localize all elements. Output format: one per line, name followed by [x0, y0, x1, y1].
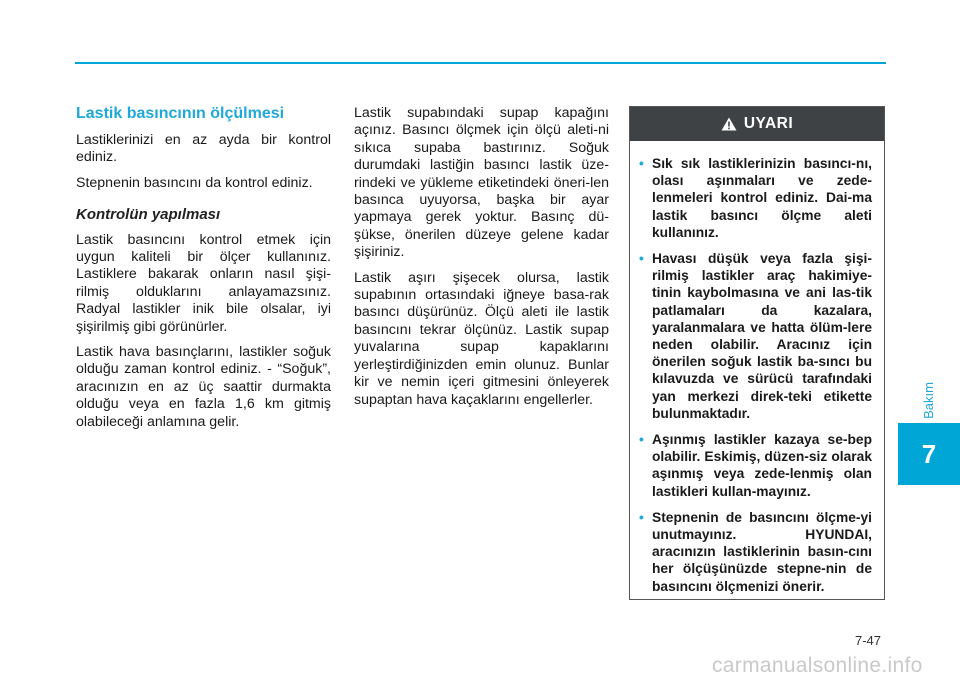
chapter-number: 7 — [921, 438, 937, 469]
warning-item — [639, 431, 872, 500]
paragraph: Lastik hava basınçlarını, lastikler soğuk olduğu zaman kontrol ediniz. - “Soğuk”, aracınızın en az üç saattir durmakta olduğu veya en fazla 1,6 km gitmiş olabileceği anlamına gelir. — [76, 344, 331, 430]
warning-item — [639, 509, 872, 595]
warning-list — [630, 141, 884, 595]
warning-item — [639, 155, 872, 241]
warning-item-text: Havası düşük veya fazla şişi-rilmiş lastikler araç hakimiye-tinin kaybolmasına ve ani las-tik patlamaları da kazalara, yaralanmalara ve hatta ölüm-lere neden olabilir. Aracınız için önerilen soğuk lastik ba-sıncı bu kılavuzda ve sürücü tarafındaki yan merkezi direk-teki etikette bulunmaktadır. — [652, 251, 872, 421]
warning-box — [629, 106, 885, 600]
bullet-icon: • — [639, 432, 644, 448]
left-column — [76, 104, 331, 439]
warning-triangle-icon — [721, 117, 737, 131]
middle-column — [354, 105, 609, 417]
warning-title: UYARI — [743, 115, 794, 132]
paragraph: Lastik basıncını kontrol etmek için uygun kaliteli bir ölçer kullanınız. Lastiklere bakarak onların nasıl şişi-rilmiş olduklarını anlayamazsınız. Radyal lastikler inik bile olsalar, iyi şişirilmiş gibi görünürler. — [76, 231, 331, 335]
chapter-tab — [898, 423, 960, 485]
bullet-icon: • — [639, 251, 644, 267]
paragraph: Lastik supabındaki supap kapağını açınız. Basıncı ölçmek için ölçü aleti-ni sıkıca supaba bastırınız. Soğuk durumdaki lastiğin basıncı lastik üze-rindeki ve yükleme etiketindeki öneri-len basınca uyuyorsa, başka bir ayar yapmaya gerek yoktur. Basınç dü-şükse, önerilen düzeye gelene kadar şişiriniz. — [354, 105, 609, 261]
subheading: Kontrolün yapılması — [76, 206, 221, 224]
paragraph: Stepnenin basıncını da kontrol ediniz. — [76, 174, 313, 191]
warning-item-text: Sık sık lastiklerinizin basıncı-nı, olası aşınmaları ve zede-lenmeleri kontrol ediniz. Dai-ma lastik basıncı ölçme aleti kullanınız. — [652, 156, 872, 240]
watermark: carmanualsonline.info — [712, 654, 923, 677]
chapter-label-text: Bakım — [920, 381, 936, 419]
paragraph: Lastik aşırı şişecek olursa, lastik supabının ortasındaki iğneye basa-rak basıncı düşürünüz. Ölçü aleti ile lastik basıncını tekrar ölçünüz. Lastik supap yuvalarına supap kapaklarını yerleştirdiğinizden emin olunuz. Bunlar kir ve nemin içeri gitmesini önleyerek supaptan hava kaçaklarını engellerler. — [354, 269, 609, 408]
top-rule — [75, 62, 886, 64]
warning-item-text: Aşınmış lastikler kazaya se-bep olabilir. Eskimiş, düzen-siz olarak aşınmış veya zede-lenmiş olan lastikleri kullan-mayınız. — [652, 432, 872, 499]
section-title: Lastik basıncının ölçülmesi — [76, 105, 285, 122]
page-number: 7-47 — [855, 633, 882, 648]
bullet-icon: • — [639, 156, 644, 171]
warning-header — [630, 107, 884, 141]
paragraph: Lastiklerinizi en az ayda bir kontrol ediniz. — [76, 132, 331, 166]
bullet-icon: • — [639, 509, 644, 525]
warning-item-text: Stepnenin de basıncını ölçme-yi unutmayınız. HYUNDAI, aracınızın lastiklerinin basın-cını her ölçüşünüzde stepne-nin de basıncını ölçmenizi önerir. — [652, 509, 872, 594]
chapter-label — [918, 381, 938, 419]
warning-item — [639, 250, 872, 422]
